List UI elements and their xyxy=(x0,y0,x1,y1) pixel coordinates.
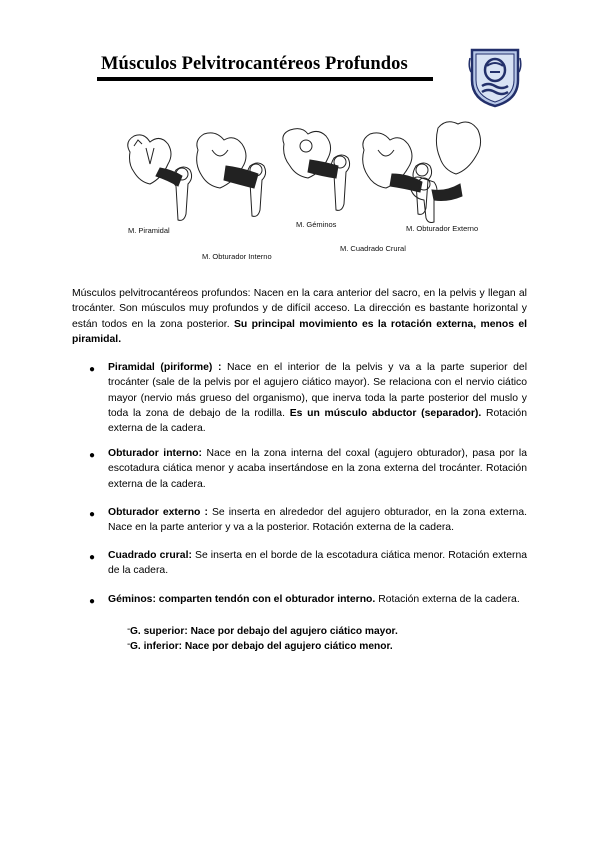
title-underline xyxy=(97,77,433,81)
muscle-description: Se inserta en el borde de la escotadura ciática menor. Rotación externa de la cadera. xyxy=(108,550,528,577)
muscle-name: Obturador interno: xyxy=(108,448,202,459)
list-item-cuadrado-crural xyxy=(108,548,527,579)
page-title: Músculos Pelvitrocantéreos Profundos xyxy=(101,54,408,74)
bullet-icon: ● xyxy=(89,509,96,520)
intro-bold-text: Su principal movimiento es la rotación externa, menos el piramidal. xyxy=(72,318,528,345)
figure-label-obturador-interno: M. Obturador Interno xyxy=(202,252,272,261)
bullet-icon: ● xyxy=(89,364,96,375)
list-item-obturador-externo xyxy=(108,505,527,536)
muscle-tail: Rotación externa de la cadera. xyxy=(108,407,527,435)
university-seal-icon xyxy=(466,46,524,108)
muscle-description: Nace en el interior de la pelvis y va a la parte superior del trocánter (sale de la pelvis por el agujero ciático mayor). Se relaciona con el nervio ciático mayor (nervio más grueso del organismo), que inerva toda la parte posterior del muslo y toda la zona de debajo de la rodilla. xyxy=(108,362,528,419)
bullet-icon: ● xyxy=(89,596,96,607)
figure-label-cuadrado-crural: M. Cuadrado Crural xyxy=(340,244,406,253)
muscle-description: Se inserta en alrededor del agujero obturador, en la zona externa. Nace en la parte anterior y va a la posterior. Rotación externa de la cadera. xyxy=(108,507,527,534)
muscle-name: Cuadrado crural: xyxy=(108,550,192,561)
pelvis-drawing-obturador-externo xyxy=(410,122,481,223)
title-banner xyxy=(93,46,521,92)
sub-bullet-icon: - xyxy=(127,624,131,635)
sub-bullet-icon: - xyxy=(127,639,131,650)
bullet-icon: ● xyxy=(89,450,96,461)
muscle-name: Géminos: comparten tendón con el obturador interno. xyxy=(108,594,376,605)
pelvis-drawings xyxy=(94,104,524,276)
muscle-description: Nace en la zona interna del coxal (agujero obturador), pasa por la escotadura ciática menor y acaba insertándose en la zona externa del trocánter. Rotación externa de la cadera. xyxy=(108,448,528,490)
sub-item-geminus-superior: G. superior: Nace por debajo del agujero ciático mayor. xyxy=(130,626,398,637)
intro-text: Músculos pelvitrocantéreos profundos: Nacen en la cara anterior del sacro, en la pelvis y llegan al trocánter. Son músculos muy profundos y de difícil acceso. La dirección es bastante horizontal y están todos en la zona posterior. xyxy=(72,288,527,330)
intro-paragraph xyxy=(72,286,527,347)
list-item-piramidal xyxy=(108,360,527,436)
muscle-description: Rotación externa de la cadera. xyxy=(378,594,520,605)
muscle-bold-tail: Es un músculo abductor (separador). xyxy=(289,407,482,419)
list-item-obturador-interno xyxy=(108,446,527,492)
sub-item-geminus-inferior: G. inferior: Nace por debajo del agujero ciático menor. xyxy=(130,641,393,652)
list-item-geminos xyxy=(108,592,527,607)
bullet-icon: ● xyxy=(89,552,96,563)
pelvis-drawing-cuadrado-crural xyxy=(363,133,432,215)
figure-label-piramidal: M. Piramidal xyxy=(128,226,170,235)
figure-label-geminos: M. Géminos xyxy=(296,220,337,229)
figure-label-obturador-externo: M. Obturador Externo xyxy=(406,224,479,233)
muscle-name: Piramidal (piriforme) : xyxy=(108,362,222,373)
pelvis-muscles-figure xyxy=(94,104,524,276)
muscle-name: Obturador externo : xyxy=(108,507,208,518)
